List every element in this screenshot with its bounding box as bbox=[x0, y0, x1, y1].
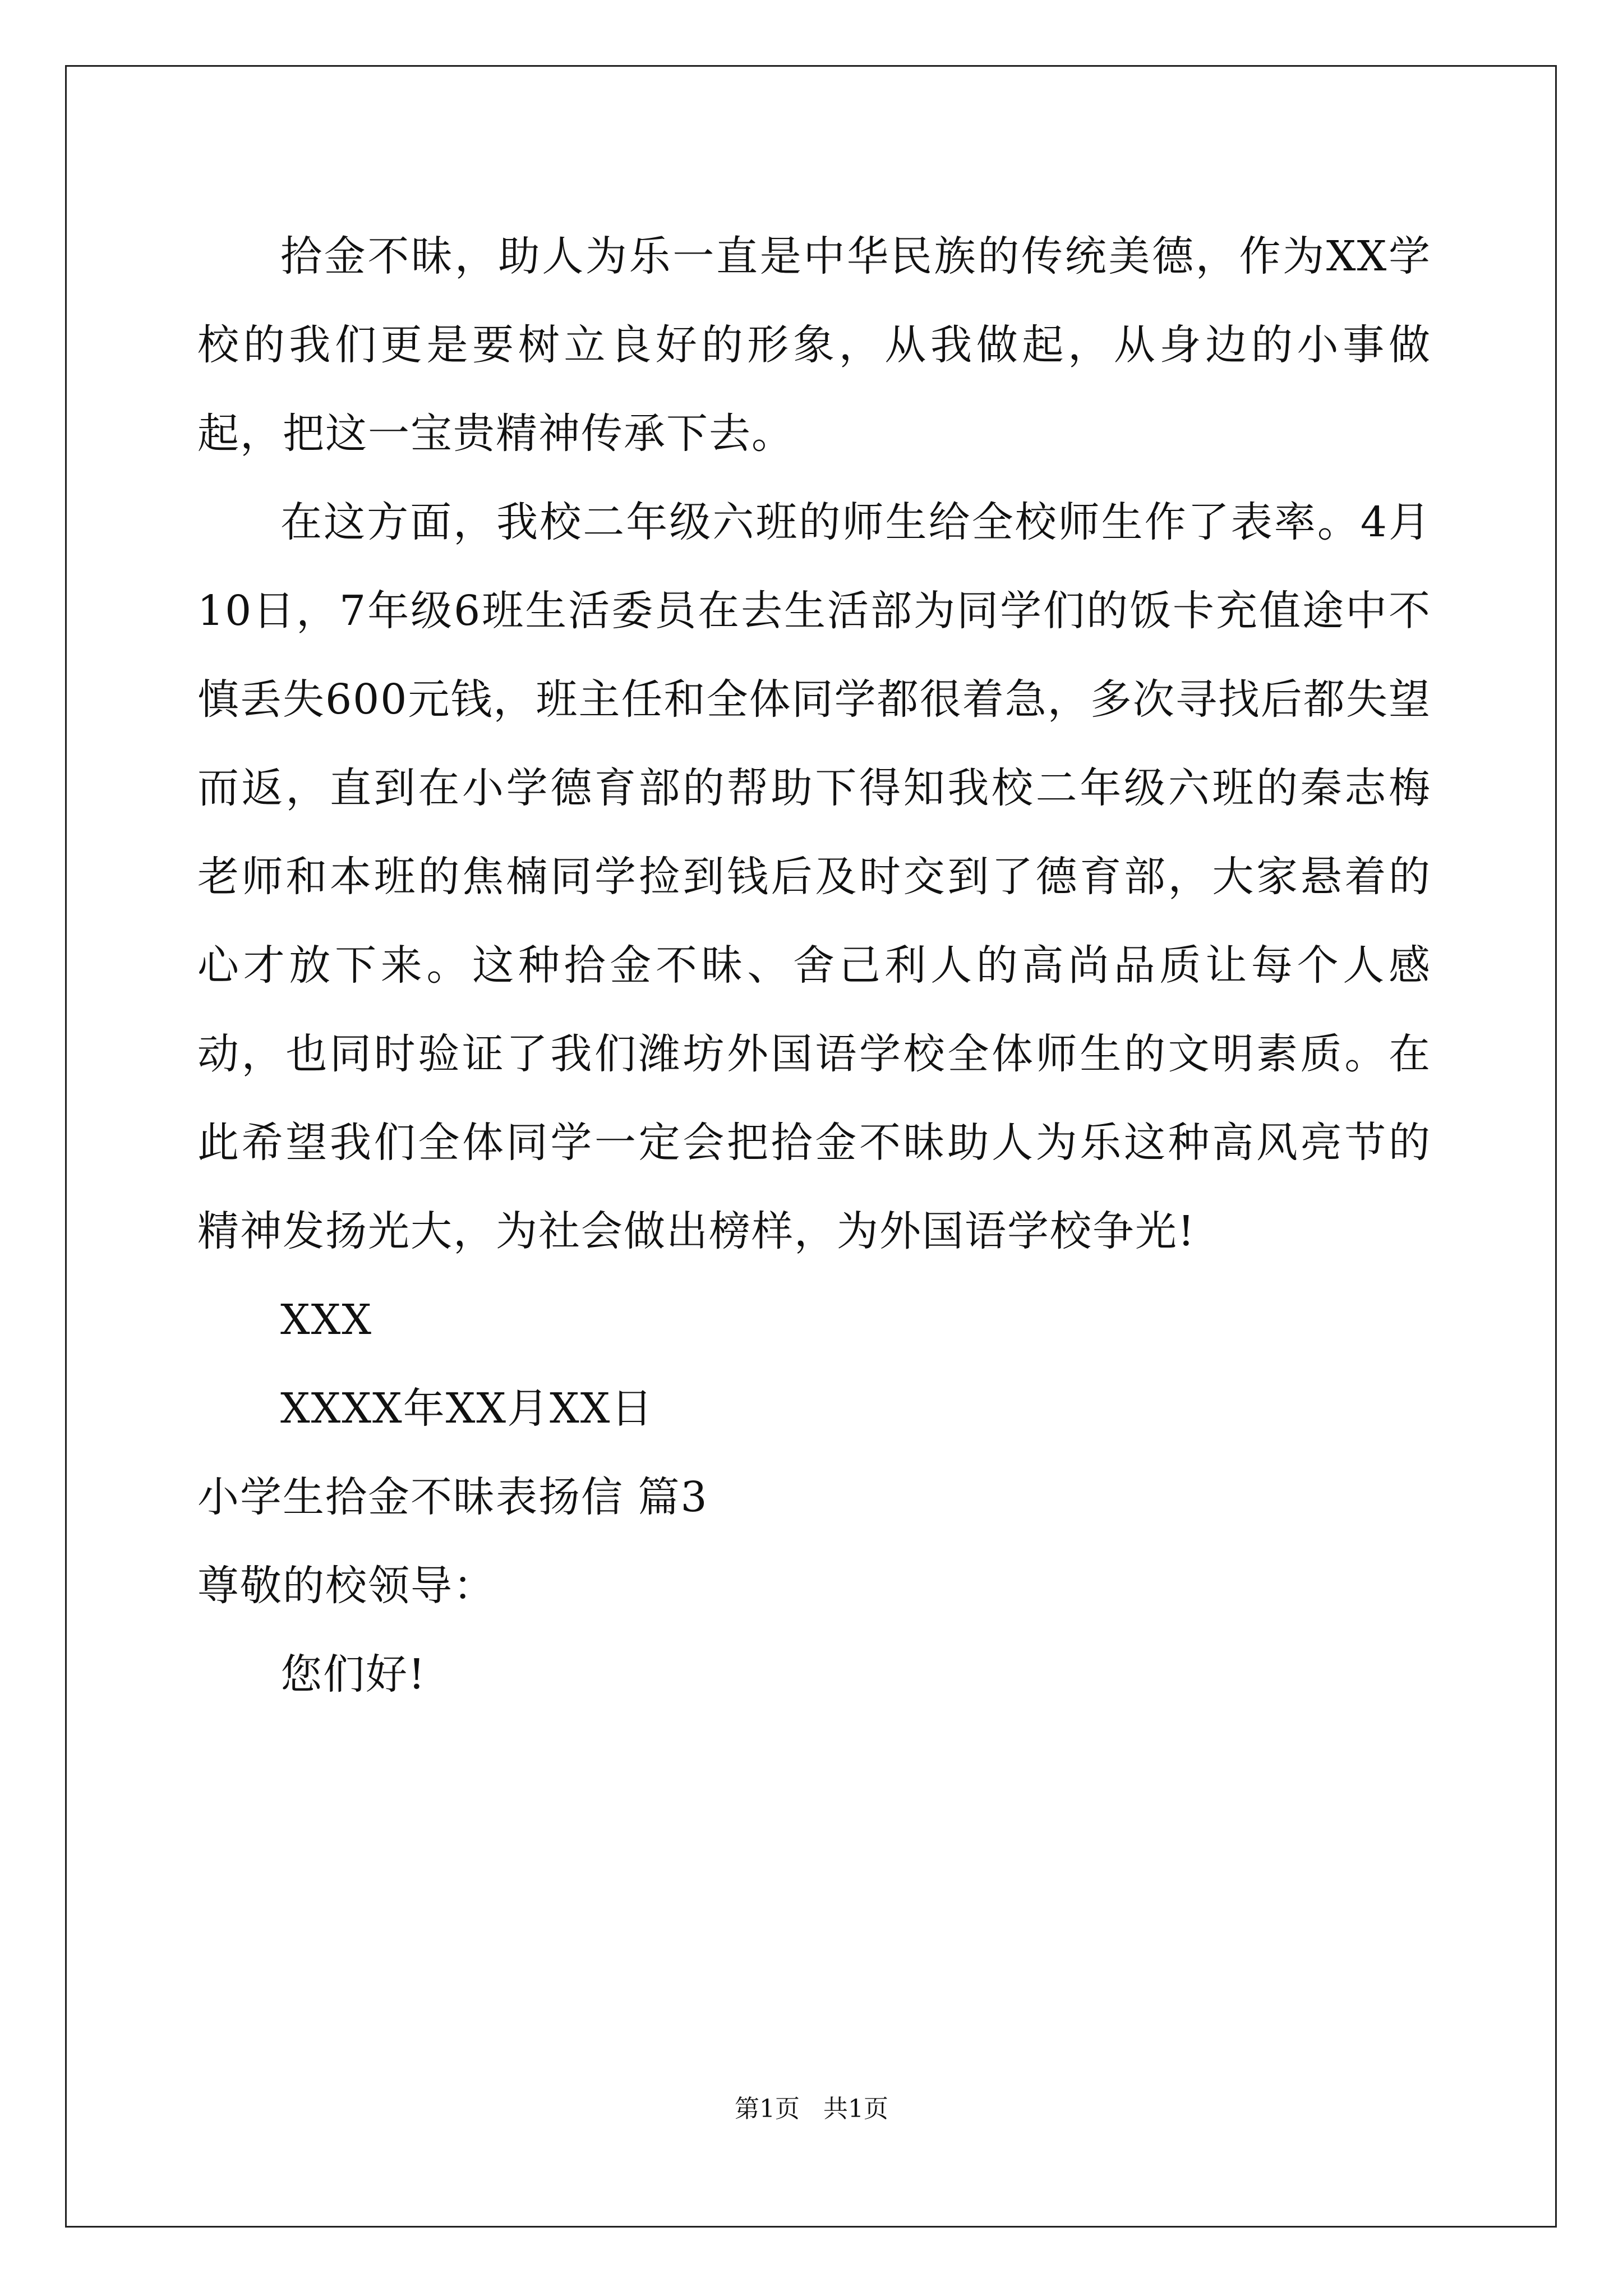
salutation: 尊敬的校领导： bbox=[197, 1562, 496, 1610]
signature: XXX bbox=[280, 1296, 373, 1344]
letter-date: XXXX年XX月XX日 bbox=[280, 1384, 654, 1433]
page-footer: 第1页 共1页 bbox=[735, 2095, 888, 2123]
document-body bbox=[197, 212, 1431, 1719]
section-title: 小学生拾金不昧表扬信 篇3 bbox=[197, 1473, 708, 1521]
body-paragraph-1: 拾金不昧，助人为乐一直是中华民族的传统美德，作为XX学校的我们更是要树立良好的形象，从我做起，从身边的小事做起，把这一宝贵精神传承下去。 bbox=[197, 232, 1431, 458]
body-paragraph-2: 在这方面，我校二年级六班的师生给全校师生作了表率。4月10日，7年级6班生活委员在去生活部为同学们的饭卡充值途中不慎丢失600元钱，班主任和全体同学都很着急，多次寻找后都失望而返，直到在小学德育部的帮助下得知我校二年级六班的秦志梅老师和本班的焦楠同学捡到钱后及时交到了德育部，大家悬着的心才放下来。这种拾金不昧、舍己利人的高尚品质让每个人感动，也同时验证了我们潍坊外国语学校全体师生的文明素质。在此希望我们全体同学一定会把拾金不昧助人为乐这种高风亮节的精神发扬光大，为社会做出榜样，为外国语学校争光! bbox=[197, 498, 1431, 1255]
greeting: 您们好! bbox=[280, 1650, 426, 1699]
